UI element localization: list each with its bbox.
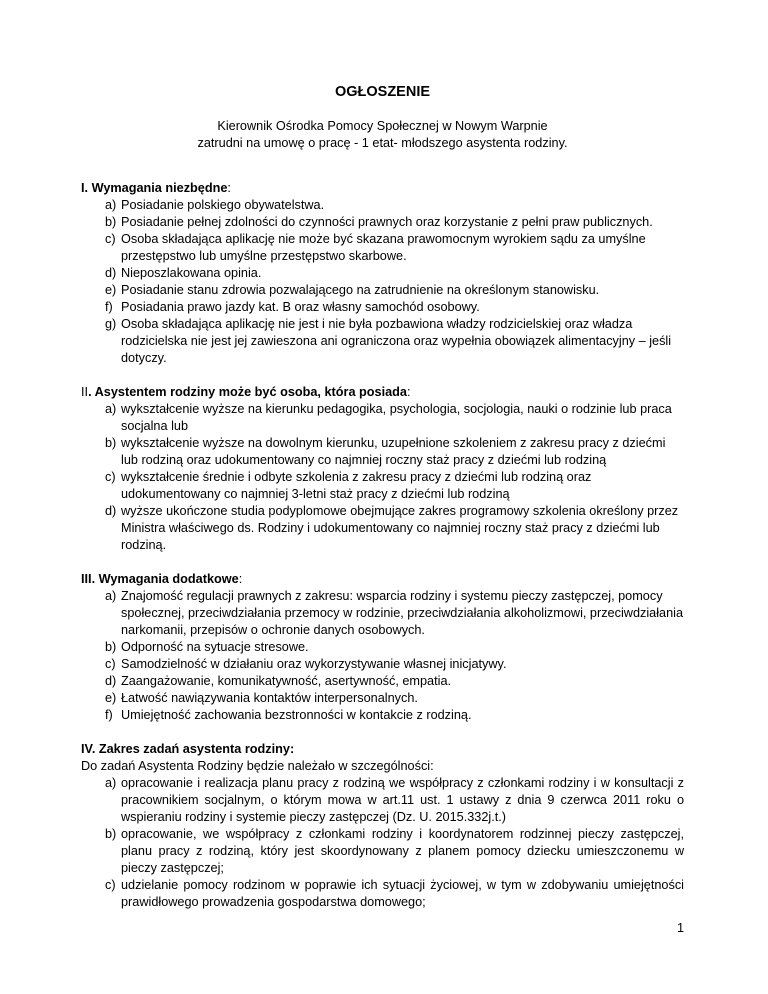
section-heading-bold: IV. Zakres zadań asystenta rodziny: [81, 742, 295, 756]
section-heading-bold: III. Wymagania dodatkowe [81, 572, 239, 586]
list-item [105, 656, 684, 673]
section-heading-tail: : [238, 572, 243, 586]
list-marker: a) [105, 776, 117, 790]
list-item-text: wykształcenie średnie i odbyte szkolenia z zakresu pracy z dziećmi lub rodziną oraz udokumentowany co najmniej 3-letni staż pracy z dziećmi lub rodziną [121, 470, 592, 501]
section-heading [81, 571, 684, 588]
list-item-text: wykształcenie wyższe na dowolnym kierunku, uzupełnione szkoleniem z zakresu pracy z dziećmi lub rodziną oraz udokumentowany co najmniej roczny staż pracy z dziećmi lub rodziną [121, 436, 666, 467]
list-item-text: opracowanie i realizacja planu pracy z rodziną we współpracy z członkami rodziny i w konsultacji z pracownikiem socjalnym, o którym mowa w art.11 ust. 1 ustawy z dnia 9 czerwca 2011 roku o wspieraniu rodziny i systemie pieczy zastępczej (Dz. U. 2015.332j.t.) [121, 776, 684, 824]
section-required [81, 180, 684, 367]
list-item [105, 265, 684, 282]
list-item-text: Posiadanie stanu zdrowia pozwalającego na zatrudnienie na określonym stanowisku. [121, 283, 600, 297]
list-item-text: Nieposzlakowana opinia. [121, 266, 262, 280]
list-marker: e) [105, 283, 117, 297]
duties-list [81, 775, 684, 911]
list-marker: b) [105, 215, 117, 229]
list-item [105, 316, 684, 367]
list-item-text: wyższe ukończone studia podyplomowe obejmujące zakres programowy szkolenia określony przez Ministra właściwego ds. Rodziny i udokumentowany co najmniej roczny staż pracy z dziećmi lub rodziną. [121, 504, 679, 552]
list-marker: d) [105, 674, 117, 688]
list-marker: c) [105, 232, 116, 246]
section-heading-bold: . Asystentem rodziny może być osoba, która posiada [88, 385, 407, 399]
list-marker: d) [105, 266, 117, 280]
list-marker: g) [105, 317, 117, 331]
list-marker: c) [105, 878, 116, 892]
list-item-text: Osoba składająca aplikację nie jest i nie była pozbawiona władzy rodzicielskiej oraz władza rodzicielska nie jest jej zawieszona ani ograniczona oraz wypełnia obowiązek alimentacyjny – jeśli dotyczy. [121, 317, 672, 365]
section-heading-tail: : [406, 385, 411, 399]
list-item [105, 469, 684, 503]
list-item [105, 673, 684, 690]
list-item-text: wykształcenie wyższe na kierunku pedagogika, psychologia, socjologia, nauki o rodzinie lub praca socjalna lub [121, 402, 672, 433]
section-subline: Do zadań Asystenta Rodziny będzie należało w szczególności: [81, 759, 434, 773]
section-heading [81, 741, 684, 758]
list-marker: f) [105, 300, 113, 314]
list-item-text: Łatwość nawiązywania kontaktów interpersonalnych. [121, 691, 418, 705]
list-marker: f) [105, 708, 113, 722]
additional-list [81, 588, 684, 724]
list-marker: b) [105, 827, 117, 841]
list-item [105, 435, 684, 469]
qualifications-list [81, 401, 684, 554]
intro-line-2: zatrudni na umowę o pracę - 1 etat- młodszego asystenta rodziny. [197, 136, 568, 150]
list-marker: c) [105, 470, 116, 484]
page-number: 1 [676, 921, 684, 935]
document-title: OGŁOSZENIE [334, 84, 431, 100]
list-item-text: Posiadanie polskiego obywatelstwa. [121, 198, 325, 212]
intro-block [81, 118, 684, 152]
list-item [105, 231, 684, 265]
section-qualifications [81, 384, 684, 554]
list-item [105, 282, 684, 299]
list-item-text: Samodzielność w działaniu oraz wykorzystywanie własnej inicjatywy. [121, 657, 507, 671]
section-duties [81, 741, 684, 911]
list-item [105, 639, 684, 656]
list-item [105, 690, 684, 707]
list-item-text: udzielanie pomocy rodzinom w poprawie ich sytuacji życiowej, w tym w zdobywaniu umiejętności prawidłowego prowadzenia gospodarstwa domowego; [121, 878, 684, 909]
intro-line-1: Kierownik Ośrodka Pomocy Społecznej w Nowym Warpnie [217, 119, 548, 133]
list-item-text: Posiadanie pełnej zdolności do czynności prawnych oraz korzystanie z pełni praw publicznych. [121, 215, 653, 229]
section-heading [81, 384, 684, 401]
list-item [105, 503, 684, 554]
list-marker: e) [105, 691, 117, 705]
list-item [105, 299, 684, 316]
list-item [105, 401, 684, 435]
list-marker: a) [105, 589, 117, 603]
list-marker: b) [105, 640, 117, 654]
section-heading-tail: : [227, 181, 231, 195]
section-heading-bold: I. Wymagania niezbędne [81, 181, 228, 195]
list-item [105, 214, 684, 231]
section-heading-number: II [81, 385, 89, 399]
list-item [105, 197, 684, 214]
list-marker: a) [105, 198, 117, 212]
list-marker: a) [105, 402, 117, 416]
list-item [105, 588, 684, 639]
list-item-text: Znajomość regulacji prawnych z zakresu: wsparcia rodziny i systemu pieczy zastępczej, pomocy społecznej, przeciwdziałania przemocy w rodzinie, przeciwdziałania alkoholizmowi, przeciwdziałania narkomanii, przepisów o ochronie danych osobowych. [121, 589, 684, 637]
list-marker: c) [105, 657, 116, 671]
list-item [105, 877, 684, 911]
list-item [105, 775, 684, 826]
list-item-text: Posiadania prawo jazdy kat. B oraz własny samochód osobowy. [121, 300, 480, 314]
list-item-text: opracowanie, we współpracy z członkami rodziny i koordynatorem rodzinnej pieczy zastępczej, planu pracy z rodziną, który jest skoordynowany z planem pomocy dziecku umieszczonemu w pieczy zastępczej; [121, 827, 684, 875]
list-item-text: Odporność na sytuacje stresowe. [121, 640, 309, 654]
list-marker: d) [105, 504, 117, 518]
list-item [105, 826, 684, 877]
list-item-text: Osoba składająca aplikację nie może być skazana prawomocnym wyrokiem sądu za umyślne przestępstwo lub umyślne przestępstwo skarbowe. [121, 232, 646, 263]
document-content [81, 84, 684, 928]
section-heading [81, 180, 684, 197]
list-item-text: Zaangażowanie, komunikatywność, asertywność, empatia. [121, 674, 452, 688]
list-item-text: Umiejętność zachowania bezstronności w kontakcie z rodziną. [121, 708, 472, 722]
section-additional [81, 571, 684, 724]
requirements-list [81, 197, 684, 367]
list-item [105, 707, 684, 724]
list-marker: b) [105, 436, 117, 450]
